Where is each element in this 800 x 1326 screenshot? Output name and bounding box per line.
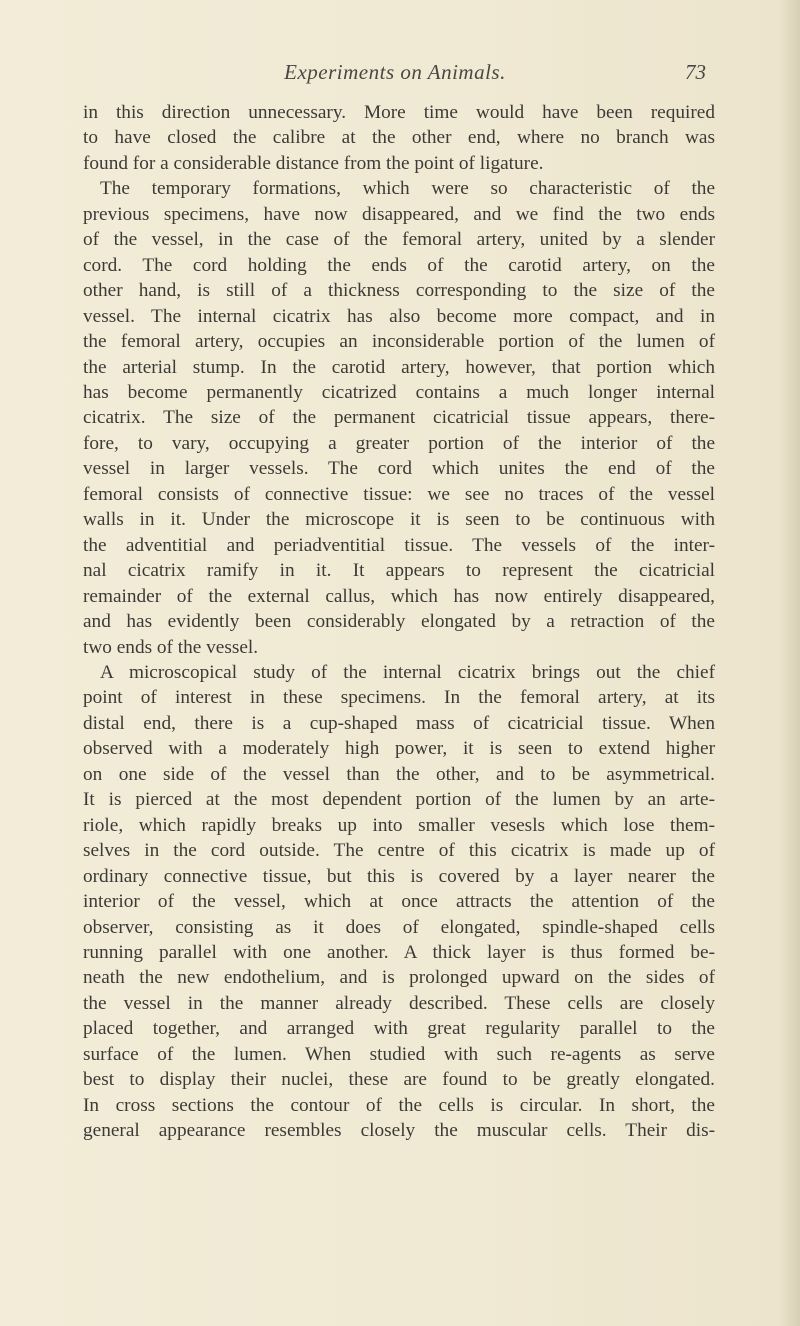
text-line: the vessel in the manner already described. These cells are closely (83, 992, 715, 1014)
text-line: neath the new endothelium, and is prolonged upward on the sides of (83, 967, 715, 989)
text-line: best to display their nuclei, these are found to be greatly elongated. (83, 1069, 715, 1091)
text-line: remainder of the external callus, which has now entirely disappeared, (83, 585, 715, 607)
text-line: of the vessel, in the case of the femoral artery, united by a slender (83, 229, 715, 251)
text-line: other hand, is still of a thickness corresponding to the size of the (83, 280, 715, 302)
running-title: Experiments on Animals. (284, 60, 506, 84)
text-line: fore, to vary, occupying a greater portion of the interior of the (83, 432, 715, 454)
text-line: cicatrix. The size of the permanent cicatricial tissue appears, there- (83, 407, 715, 429)
text-line: cord. The cord holding the ends of the carotid artery, on the (83, 254, 715, 276)
text-line: nal cicatrix ramify in it. It appears to represent the cicatricial (83, 560, 715, 582)
text-line: the femoral artery, occupies an inconsiderable portion of the lumen of (83, 331, 715, 353)
page-number: 73 (685, 60, 706, 84)
text-line: interior of the vessel, which at once attracts the attention of the (83, 891, 715, 913)
text-line: general appearance resembles closely the muscular cells. Their dis- (83, 1120, 715, 1142)
text-line: point of interest in these specimens. In the femoral artery, at its (83, 687, 715, 709)
text-line: The temporary formations, which were so characteristic of the (100, 178, 715, 200)
body-text (83, 100, 715, 1144)
text-line: to have closed the calibre at the other end, where no branch was (83, 127, 715, 149)
text-line: has become permanently cicatrized contains a much longer internal (83, 381, 715, 403)
text-line: observed with a moderately high power, it is seen to extend higher (83, 738, 715, 760)
text-line: running parallel with one another. A thick layer is thus formed be- (83, 941, 715, 963)
text-line: walls in it. Under the microscope it is seen to be continuous with (83, 509, 715, 531)
text-line: observer, consisting as it does of elongated, spindle-shaped cells (83, 916, 715, 938)
text-line: two ends of the vessel. (83, 636, 259, 658)
text-line: distal end, there is a cup-shaped mass of cicatricial tissue. When (83, 712, 715, 734)
text-line: the adventitial and periadventitial tissue. The vessels of the inter- (83, 534, 715, 556)
text-line: femoral consists of connective tissue: we see no traces of the vessel (83, 483, 715, 505)
paragraph-2 (83, 176, 715, 660)
text-line: In cross sections the contour of the cells is circular. In short, the (83, 1094, 715, 1116)
text-line: vessel in larger vessels. The cord which unites the end of the (83, 458, 715, 480)
text-line: selves in the cord outside. The centre of this cicatrix is made up of (83, 840, 715, 862)
text-line: in this direction unnecessary. More time would have been required (83, 102, 715, 123)
text-line: vessel. The internal cicatrix has also become more compact, and in (83, 305, 715, 327)
page-edge-shadow (778, 0, 800, 1326)
text-line: placed together, and arranged with great regularity parallel to the (83, 1018, 715, 1040)
text-line: It is pierced at the most dependent portion of the lumen by an arte- (83, 789, 715, 811)
page-header (90, 58, 706, 88)
paragraph-3 (83, 660, 715, 1144)
text-line: riole, which rapidly breaks up into smaller vesesls which lose them- (83, 814, 715, 836)
text-line: A microscopical study of the internal cicatrix brings out the chief (100, 661, 715, 683)
text-line: previous specimens, have now disappeared, and we find the two ends (83, 203, 715, 225)
text-line: found for a considerable distance from the point of ligature. (83, 152, 544, 174)
paragraph-1 (83, 100, 715, 176)
text-line: surface of the lumen. When studied with such re-agents as serve (83, 1043, 715, 1065)
text-line: on one side of the vessel than the other, and to be asymmetrical. (83, 763, 715, 785)
text-line: and has evidently been considerably elongated by a retraction of the (83, 611, 715, 633)
text-line: the arterial stump. In the carotid artery, however, that portion which (83, 356, 715, 378)
text-line: ordinary connective tissue, but this is covered by a layer nearer the (83, 865, 715, 887)
